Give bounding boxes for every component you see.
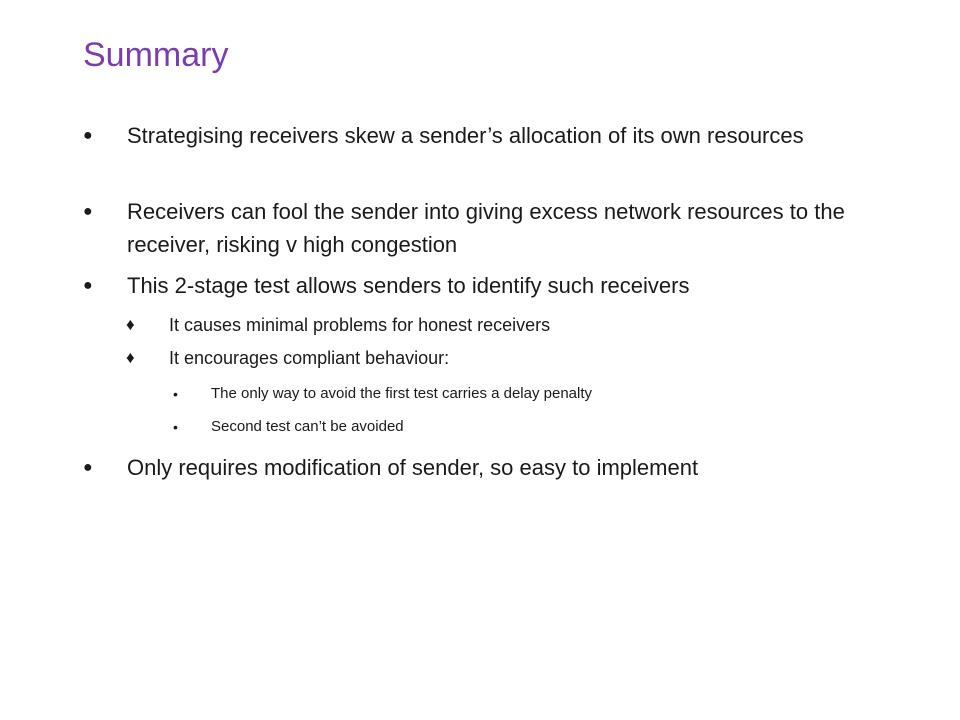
sub-sub-bullet-text: Second test can’t be avoided bbox=[211, 418, 404, 435]
sub-bullet-item bbox=[126, 345, 906, 371]
bullet-marker: ● bbox=[83, 459, 93, 476]
sub-sub-bullet-text: The only way to avoid the first test carries a delay penalty bbox=[211, 385, 593, 402]
bullet-marker: ● bbox=[83, 277, 93, 294]
sub-bullet-item bbox=[126, 312, 906, 338]
dot-bullet-icon: • bbox=[173, 386, 178, 402]
bullet-item bbox=[83, 269, 903, 302]
bullet-text: Strategising receivers skew a sender’s allocation of its own resources bbox=[127, 123, 804, 148]
sub-bullet-text: It encourages compliant behaviour: bbox=[169, 348, 450, 368]
bullet-text: Only requires modification of sender, so easy to implement bbox=[127, 455, 699, 480]
sub-sub-bullet-item bbox=[170, 383, 910, 405]
dot-bullet-icon: • bbox=[173, 419, 178, 435]
bullet-text: This 2-stage test allows senders to identify such receivers bbox=[127, 273, 690, 298]
bullet-marker: ● bbox=[83, 203, 93, 220]
sub-sub-bullet-item bbox=[170, 416, 910, 438]
diamond-bullet-icon: ♦ bbox=[126, 315, 135, 334]
bullet-item bbox=[83, 119, 903, 185]
bullet-marker: ● bbox=[83, 127, 93, 144]
bullet-text: Receivers can fool the sender into giving excess network resources to the receiver, risking v high congestion bbox=[127, 199, 845, 257]
bullet-item bbox=[83, 451, 903, 484]
sub-bullet-text: It causes minimal problems for honest receivers bbox=[169, 315, 551, 335]
slide-title: Summary bbox=[83, 36, 229, 74]
diamond-bullet-icon: ♦ bbox=[126, 348, 135, 367]
bullet-item bbox=[83, 195, 903, 261]
